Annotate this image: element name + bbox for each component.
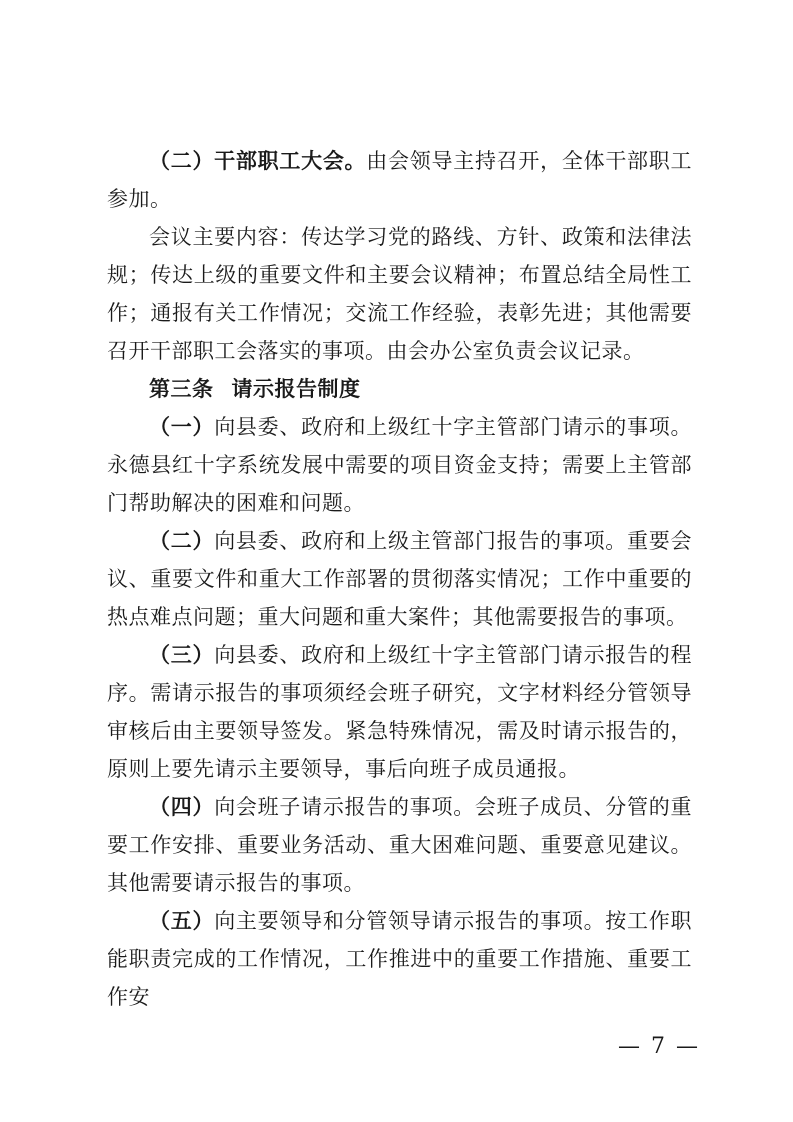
section-title: 请示报告制度: [231, 377, 361, 401]
paragraph-item-1: [107, 408, 692, 522]
document-body: [107, 142, 692, 1016]
paragraph-item-3: [107, 636, 692, 788]
paragraph-text: 向县委、政府和上级红十字主管部门请示的事项。永德县红十字系统发展中需要的项目资金支持；需要上主管部门帮助解决的困难和问题。: [107, 415, 692, 515]
paragraph-staff-meeting: [107, 142, 692, 218]
paragraph-text: 向会班子请示报告的事项。会班子成员、分管的重要工作安排、重要业务活动、重大困难问题、重要意见建议。其他需要请示报告的事项。: [107, 795, 692, 895]
paragraph-lead: （三）: [149, 642, 215, 667]
paragraph-lead: （五）: [149, 908, 215, 933]
section-heading: [107, 370, 692, 408]
page-number: — 7 —: [618, 1034, 700, 1059]
section-label: 第三条: [149, 377, 214, 401]
paragraph-lead: （二）干部职工大会。: [149, 148, 367, 173]
paragraph-item-2: [107, 522, 692, 636]
paragraph-lead: （四）: [149, 794, 215, 819]
paragraph-text: 由会领导主持召开，全体干部职工参加。: [107, 149, 693, 211]
paragraph-lead: （一）: [149, 414, 215, 439]
paragraph-text: 向县委、政府和上级红十字主管部门请示报告的程序。需请示报告的事项须经会班子研究，文字材料经分管领导审核后由主要领导签发。紧急特殊情况，需及时请示报告的，原则上要先请示主要领导，事后向班子成员通报。: [107, 643, 692, 781]
paragraph-item-5: [107, 902, 692, 1016]
paragraph-text: 会议主要内容：传达学习党的路线、方针、政策和法律法规；传达上级的重要文件和主要会议精神；布置总结全局性工作；通报有关工作情况；交流工作经验，表彰先进；其他需要召开干部职工会落实的事项。由会办公室负责会议记录。: [107, 225, 692, 363]
paragraph-lead: （二）: [149, 528, 215, 553]
paragraph-meeting-content: [107, 218, 692, 370]
paragraph-text: 向主要领导和分管领导请示报告的事项。按工作职能职责完成的工作情况，工作推进中的重要工作措施、重要工作安: [107, 909, 692, 1009]
paragraph-item-4: [107, 788, 692, 902]
paragraph-text: 向县委、政府和上级主管部门报告的事项。重要会议、重要文件和重大工作部署的贯彻落实情况；工作中重要的热点难点问题；重大问题和重大案件；其他需要报告的事项。: [107, 529, 692, 629]
